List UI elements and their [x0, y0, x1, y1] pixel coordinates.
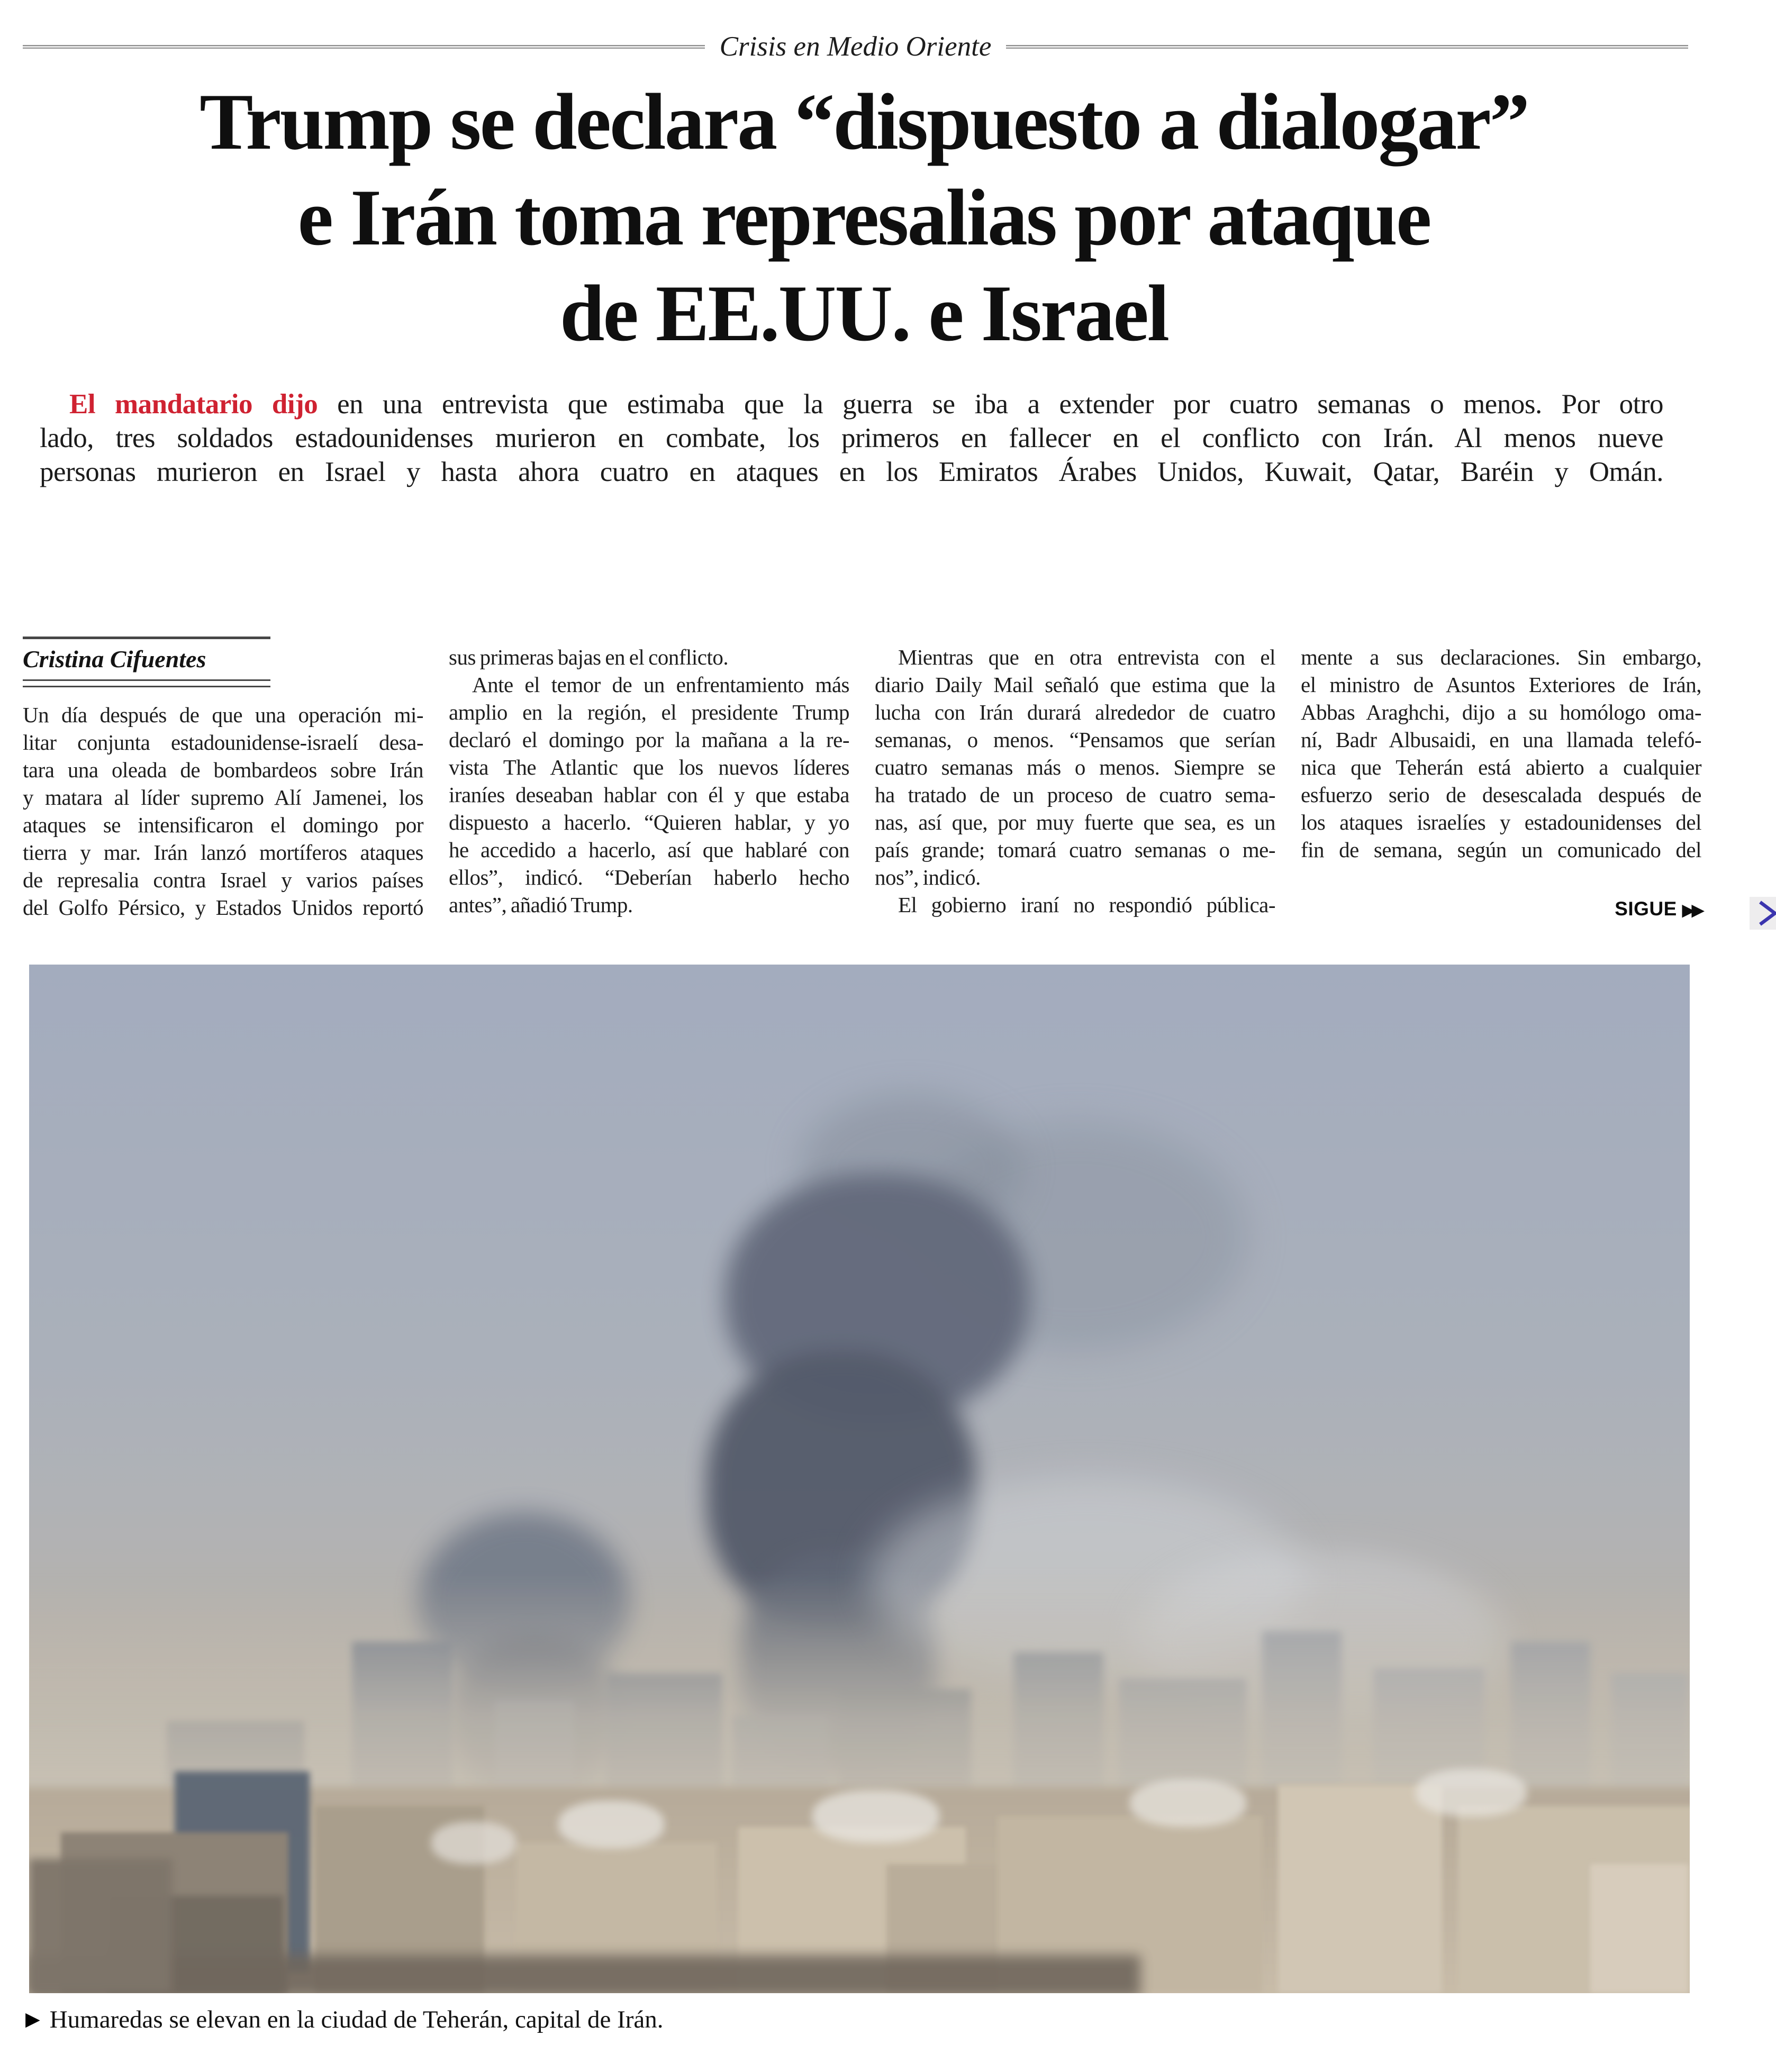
body-line: tierra y mar. Irán lanzó mortíferos ataques: [23, 840, 423, 865]
kicker-rule-right: [1006, 45, 1688, 49]
body-line: y matara al líder supremo Alí Jamenei, los: [23, 785, 423, 810]
body-line: ataques se intensificaron el domingo por: [23, 813, 423, 837]
body-line: el ministro de Asuntos Exteriores de Irán,: [1301, 673, 1701, 697]
article-column-3: [875, 643, 1275, 919]
body-line: ellos”, indicó. “Deberían haberlo hecho: [449, 865, 849, 889]
body-line: lucha con Irán durará alrededor de cuatro: [875, 700, 1275, 724]
body-line: Abbas Araghchi, dijo a su homólogo oma-: [1301, 700, 1701, 724]
kicker-rule-left: [23, 45, 705, 49]
body-line: semanas, o menos. “Pensamos que serían: [875, 728, 1275, 752]
lead-line: lado, tres soldados estadounidenses murieron en combate, los primeros en fallecer en el conflicto con Irán. Al menos nueve: [40, 423, 1663, 453]
headline-line: de EE.UU. e Israel: [559, 269, 1168, 358]
photo-rooftop-highlight: [431, 1822, 516, 1864]
body-line: sus primeras bajas en el conflicto.: [449, 645, 729, 669]
caption-arrow-icon: ▶: [25, 2009, 40, 2030]
column-lines: [449, 643, 849, 919]
photo-foreground-shadow: [29, 1955, 1140, 1993]
body-line: cuatro semanas más o menos. Siempre se: [875, 755, 1275, 779]
body-line: los ataques israelíes y estadounidenses del: [1301, 810, 1701, 834]
next-page-chevron-icon[interactable]: [1756, 899, 1776, 927]
body-line: de represalia contra Israel y varios países: [23, 868, 423, 892]
body-line: nos”, indicó.: [875, 865, 981, 889]
page-nav-chip[interactable]: [1750, 897, 1776, 930]
continue-label: SIGUE: [1615, 898, 1677, 920]
lead-highlight: El mandatario dijo: [69, 389, 318, 420]
body-line: antes”, añadió Trump.: [449, 893, 633, 917]
body-line: dispuesto a hacerlo. “Quieren hablar, y yo: [449, 810, 849, 834]
photo-building: [1278, 1785, 1442, 1993]
body-line: he accedido a hacerlo, así que hablaré con: [449, 838, 849, 862]
body-line: nica que Teherán está abierto a cualquier: [1301, 755, 1701, 779]
body-line: Un día después de que una operación mi-: [23, 703, 423, 727]
body-line: esfuerzo serio de desescalada después de: [1301, 783, 1701, 807]
lead-line: personas murieron en Israel y hasta ahora cuatro en ataques en los Emiratos Árabes Unidos, Kuwait, Qatar, Baréin y Omán.: [40, 457, 1663, 487]
byline-rule-top: [23, 637, 270, 639]
photo-haze: [29, 1573, 1690, 1806]
photo-building: [1590, 1864, 1688, 1993]
headline-line: Trump se declara “dispuesto a dialogar”: [200, 77, 1528, 166]
body-line: iraníes deseaban hablar con él y que estaba: [449, 783, 849, 807]
body-line: litar conjunta estadounidense-israelí desa-: [23, 730, 423, 755]
article-column-1: [23, 637, 423, 921]
photo-rooftop-highlight: [812, 1790, 939, 1843]
byline-rule-bottom: [23, 679, 270, 687]
body-line: Mientras que en otra entrevista con el: [898, 645, 1275, 669]
section-kicker: [23, 31, 1688, 62]
body-line: tara una oleada de bombardeos sobre Irán: [23, 758, 423, 782]
body-line: nas, así que, por muy fuerte que sea, es un: [875, 810, 1275, 834]
body-line: ha tratado de un proceso de cuatro sema-: [875, 783, 1275, 807]
photo: [29, 965, 1690, 1993]
article-column-2: [449, 643, 849, 919]
body-line: ní, Badr Albusaidi, en una llamada telefó-: [1301, 728, 1701, 752]
body-line: fin de semana, según un comunicado del: [1301, 838, 1701, 862]
body-line: país grande; tomará cuatro semanas o me-: [875, 838, 1275, 862]
body-line: del Golfo Pérsico, y Estados Unidos reportó: [23, 895, 423, 920]
column-lines: [23, 701, 423, 921]
column-lines: [1301, 643, 1701, 864]
lead-paragraph: [40, 387, 1663, 489]
body-line: mente a sus declaraciones. Sin embargo,: [1301, 645, 1701, 669]
kicker-label: Crisis en Medio Oriente: [719, 31, 992, 62]
photo-foreground-shadow: [29, 1859, 172, 1993]
photo-rooftop-highlight: [1130, 1779, 1246, 1827]
photo-caption: [25, 2005, 664, 2034]
headline: [40, 74, 1688, 361]
body-line: amplio en la región, el presidente Trump: [449, 700, 849, 724]
byline: Cristina Cifuentes: [23, 646, 206, 673]
photo-rooftop-highlight: [558, 1801, 664, 1848]
headline-line: e Irán toma represalias por ataque: [297, 173, 1430, 262]
lead-line: El mandatario dijo en una entrevista que estimaba que la guerra se iba a extender por cuatro semanas o menos. Por otro: [69, 389, 1663, 420]
body-line: Ante el temor de un enfrentamiento más: [472, 673, 849, 697]
continue-marker: [1301, 895, 1701, 924]
body-line: vista The Atlantic que los nuevos líderes: [449, 755, 849, 779]
article-column-4: [1301, 643, 1701, 924]
body-line: El gobierno iraní no respondió pública-: [898, 893, 1275, 917]
continue-arrows-icon: ▶▶: [1682, 902, 1701, 919]
caption-text: Humaredas se elevan en la ciudad de Teherán, capital de Irán.: [49, 2006, 664, 2033]
photo-rooftop-highlight: [1416, 1769, 1527, 1816]
body-line: diario Daily Mail señaló que estima que la: [875, 673, 1275, 697]
column-lines: [875, 643, 1275, 919]
body-line: declaró el domingo por la mañana a la re-: [449, 728, 849, 752]
